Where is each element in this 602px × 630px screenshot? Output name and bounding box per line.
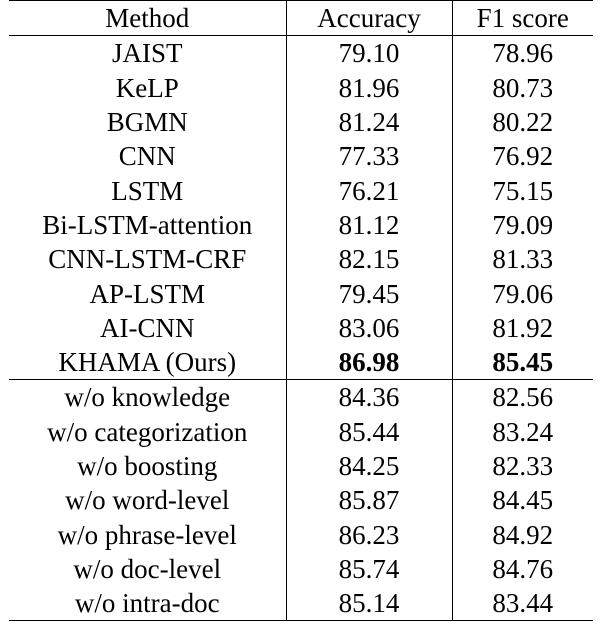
- accuracy-cell: 81.96: [286, 71, 452, 105]
- method-cell: AP-LSTM: [89, 278, 205, 309]
- accuracy-cell: 85.87: [286, 483, 452, 517]
- f1-cell: 75.15: [452, 173, 593, 207]
- table-row: [9, 517, 593, 551]
- f1-cell: 79.09: [452, 208, 593, 242]
- table-row: [9, 380, 593, 415]
- header-accuracy: Accuracy: [286, 1, 452, 36]
- accuracy-cell: 85.44: [286, 415, 452, 449]
- header-row: [9, 1, 593, 36]
- f1-cell: 84.45: [452, 483, 593, 517]
- results-table: [9, 0, 593, 621]
- accuracy-cell: 79.10: [286, 36, 452, 71]
- table-row: [9, 552, 593, 586]
- accuracy-cell: 76.21: [286, 173, 452, 207]
- f1-cell: 81.92: [452, 311, 593, 345]
- accuracy-cell: 77.33: [286, 139, 452, 173]
- accuracy-cell: 82.15: [286, 242, 452, 276]
- header-f1: F1 score: [452, 1, 593, 36]
- table-row: [9, 36, 593, 71]
- method-cell: KHAMA (Ours): [9, 345, 286, 380]
- accuracy-cell: 86.23: [286, 517, 452, 551]
- accuracy-cell: 79.45: [286, 276, 452, 310]
- f1-cell: 76.92: [452, 139, 593, 173]
- accuracy-cell: 86.98: [286, 345, 452, 380]
- table-row: [9, 173, 593, 207]
- accuracy-cell: 84.36: [286, 380, 452, 415]
- table-row: [9, 345, 593, 380]
- accuracy-cell: 83.06: [286, 311, 452, 345]
- f1-cell: 79.06: [452, 276, 593, 310]
- method-cell: CNN: [118, 141, 176, 172]
- table-row: [9, 105, 593, 139]
- main-results-body: [9, 36, 593, 380]
- accuracy-cell: 81.24: [286, 105, 452, 139]
- method-cell: w/o doc-level: [73, 553, 222, 584]
- accuracy-cell: 85.74: [286, 552, 452, 586]
- table-row: [9, 483, 593, 517]
- accuracy-cell: 84.25: [286, 449, 452, 483]
- f1-cell: 84.76: [452, 552, 593, 586]
- table-header: [9, 1, 593, 36]
- method-cell: KeLP: [115, 72, 179, 103]
- method-cell: w/o categorization: [47, 416, 248, 447]
- table-row: [9, 242, 593, 276]
- f1-cell: 85.45: [452, 345, 593, 380]
- method-cell: w/o knowledge: [64, 382, 231, 413]
- table-row: [9, 586, 593, 621]
- f1-cell: 81.33: [452, 242, 593, 276]
- table-row: [9, 208, 593, 242]
- table-row: [9, 139, 593, 173]
- method-cell: JAIST: [111, 38, 183, 69]
- accuracy-cell: 85.14: [286, 586, 452, 621]
- f1-cell: 78.96: [452, 36, 593, 71]
- method-cell: AI-CNN: [100, 312, 195, 343]
- method-cell: w/o phrase-level: [57, 519, 237, 550]
- table-row: [9, 449, 593, 483]
- method-cell: Bi-LSTM-attention: [42, 209, 253, 240]
- table-row: [9, 311, 593, 345]
- table-row: [9, 415, 593, 449]
- f1-cell: 80.22: [452, 105, 593, 139]
- f1-cell: 83.44: [452, 586, 593, 621]
- header-method: Method: [9, 1, 286, 36]
- method-cell: w/o intra-doc: [9, 586, 286, 621]
- method-cell: w/o word-level: [65, 485, 230, 516]
- method-cell: w/o boosting: [77, 451, 218, 481]
- f1-cell: 83.24: [452, 415, 593, 449]
- accuracy-cell: 81.12: [286, 208, 452, 242]
- ablation-results-body: [9, 380, 593, 621]
- f1-cell: 80.73: [452, 71, 593, 105]
- table-row: [9, 276, 593, 310]
- table-row: [9, 71, 593, 105]
- f1-cell: 82.33: [452, 449, 593, 483]
- f1-cell: 82.56: [452, 380, 593, 415]
- method-cell: CNN-LSTM-CRF: [48, 244, 247, 275]
- method-cell: BGMN: [106, 107, 188, 138]
- method-cell: LSTM: [111, 175, 184, 206]
- f1-cell: 84.92: [452, 517, 593, 551]
